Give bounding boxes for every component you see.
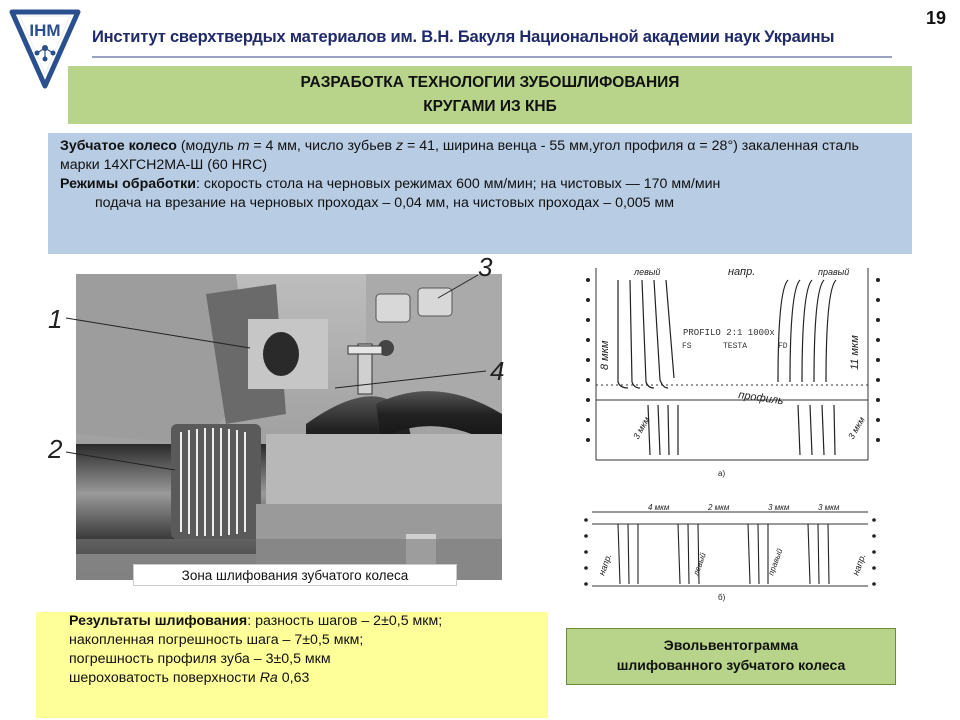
photo-caption: Зона шлифования зубчатого колеса [133, 564, 457, 586]
chart-a-fd: FD [778, 342, 788, 351]
feed-spec: подача на врезание на черновых проходах – 0,04 мм, на чистовых проходах – 0,005 мм [95, 195, 675, 211]
chart-b-napr-right: напр. [850, 552, 868, 577]
results-label: Результаты шлифования [69, 613, 248, 629]
part-text-1: (модуль [176, 138, 238, 154]
results-line1-text: : разность шагов – 2±0,5 мкм; [247, 613, 443, 629]
part-spec [60, 137, 902, 175]
chart-b-pravyi: правый [766, 547, 785, 577]
chart-a-profile-box: PROFILO 2:1 1000x [683, 328, 775, 338]
chart-a-profile-label: профиль [737, 389, 785, 408]
chart-b-2mkm: 2 мкм [708, 503, 730, 512]
chart-a-right-label: правый [818, 267, 850, 277]
chart-b-3mkm: 3 мкм [768, 503, 790, 512]
grinding-machine-photo [76, 274, 505, 580]
evolventogram-line2: шлифованного зубчатого колеса [616, 657, 846, 673]
mode-label: Режимы обработки [60, 176, 196, 192]
results-line2: накопленная погрешность шага – 7±0,5 мкм; [69, 632, 364, 648]
chart-a-3mkm-left: 3 мкм [631, 415, 652, 441]
mode-text: : скорость стола на черновых режимах 600 мм/мин; на чистовых — 170 мм/мин [195, 176, 721, 192]
part-m: m [237, 138, 250, 154]
results-line4-pre: шероховатость поверхности [69, 670, 260, 686]
chart-a-napr-label: напр. [728, 266, 756, 278]
slide-title-line1: РАЗРАБОТКА ТЕХНОЛОГИИ ЗУБОШЛИФОВАНИЯ [300, 74, 680, 91]
header-divider [92, 56, 892, 58]
part-text-2: = 4 мм, число зубьев [249, 138, 396, 154]
evolventogram-line1: Эвольвентограмма [663, 637, 799, 653]
header-title: Институт сверхтвердых материалов им. В.Н. Бакуля Национальной академии наук Украины [92, 28, 835, 46]
specification-box [48, 133, 912, 254]
results-line4-ra: Ra [259, 670, 278, 686]
slide-title-line2: КРУГАМИ ИЗ КНБ [423, 98, 557, 115]
mode-spec [60, 175, 902, 194]
callout-1: 1 [48, 304, 63, 334]
callout-4: 4 [490, 356, 505, 386]
chart-b-levyi: левый [691, 551, 708, 577]
slide-title [68, 66, 912, 124]
chart-b-caption: б) [718, 593, 726, 602]
results-box [36, 612, 548, 718]
part-text-3: = 41, ширина венца - 55 мм,угол профиля α = 28°) закаленная сталь марки 14ХГСН2МА-Ш (60 HRC) [60, 138, 859, 173]
involute-chart-b [578, 500, 900, 604]
part-label: Зубчатое колесо [60, 138, 177, 154]
callout-3: 3 [478, 252, 493, 282]
results-line4 [42, 669, 542, 688]
chart-a-11mkm-label: 11 мкм [849, 335, 861, 370]
evolventogram-caption [566, 628, 896, 685]
chart-a-fs: FS [682, 342, 692, 351]
callout-2: 2 [48, 434, 63, 464]
results-line3: погрешность профиля зуба – 3±0,5 мкм [69, 651, 331, 667]
chart-a-8mkm-label: 8 мкм [599, 340, 611, 370]
logo-text: ІНМ [29, 21, 61, 40]
chart-a-testa: TESTA [723, 342, 748, 351]
chart-b-4mkm: 4 мкм [648, 503, 670, 512]
results-line4-post: 0,63 [277, 670, 310, 686]
chart-a-left-label: левый [634, 267, 661, 277]
chart-a-caption: а) [718, 469, 726, 478]
part-z: z [395, 138, 404, 154]
results-line1 [42, 612, 542, 631]
chart-a-3mkm-right: 3 мкм [846, 415, 867, 441]
slide-number: 19 [926, 8, 947, 28]
chart-b-napr-left: напр. [596, 552, 614, 577]
chart-b-3mkm-b: 3 мкм [818, 503, 840, 512]
involute-chart-a [578, 260, 900, 482]
